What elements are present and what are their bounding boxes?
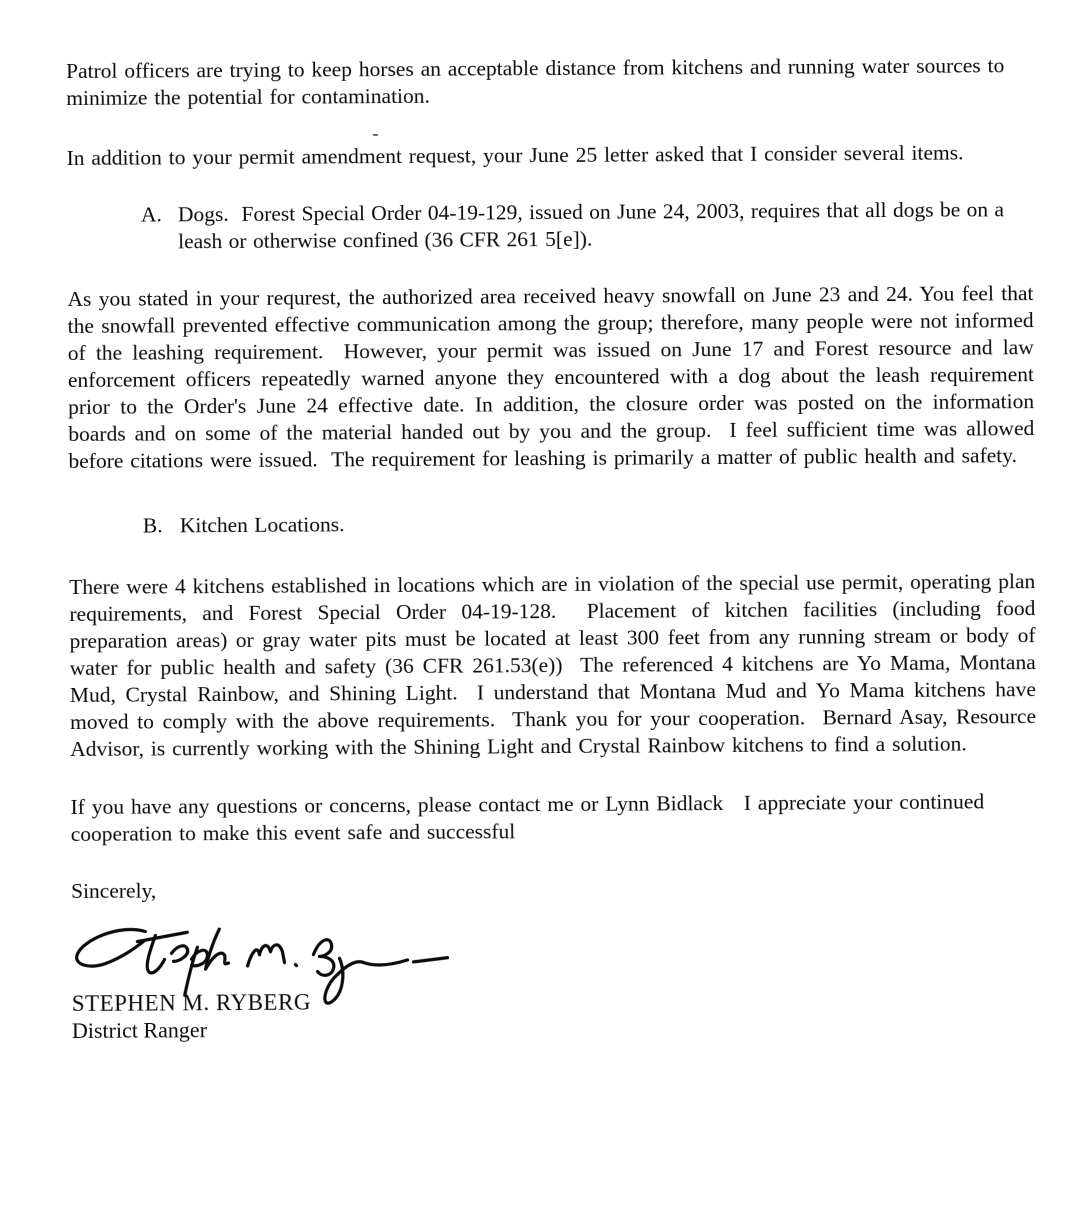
closing-sincerely: Sincerely, bbox=[71, 878, 157, 903]
list-item-b-text: Kitchen Locations. bbox=[179, 512, 345, 538]
paragraph-patrol-officers: Patrol officers are trying to keep horses an acceptable distance from kitchens and running water sources to minimize the potential for contamination. bbox=[66, 53, 1005, 110]
paragraph-kitchen-violations: There were 4 kitchens established in locations which are in violation of the special use permit, operating plan requirements, and Forest Special Order 04-19-128. Placement of kitchen facilities (including food preparation areas) or gray water pits must be located at least 300 feet from any running stream or body of water for public health and safety (36 CFR 261.53(e)) The referenced 4 kitchens are Yo Mama, Montana Mud, Crystal Rainbow, and Shining Light. I understand that Montana Mud and Yo Mama kitchens have moved to comply with the above requirements. Thank you for your cooperation. Bernard Asay, Resource Advisor, is currently working with the Shining Light and Crystal Rainbow kitchens to find a solution. bbox=[69, 569, 1037, 761]
paragraph-snowfall-leash: As you stated in your requrest, the authorized area received heavy snowfall on June 23 and 24. You feel that the snowfall prevented effective communication among the group; therefore, many people were not informed of the leashing requirement. However, your permit was issued on June 17 and Forest resource and law enforcement officers repeatedly warned anyone they encountered with a dog about the leash requirement prior to the Order's June 24 effective date. In addition, the closure order was posted on the information boards and on some of the material handed out by you and the group. I feel sufficient time was allowed before citations were issued. The requirement for leashing is primarily a matter of public health and safety. bbox=[67, 281, 1035, 473]
signature-block bbox=[72, 984, 1038, 1044]
signer-name: STEPHEN M. RYBERG bbox=[71, 989, 312, 1016]
paragraph-permit-amendment: In addition to your permit amendment request, your June 25 letter asked that I consider several items. bbox=[66, 140, 964, 170]
signer-title: District Ranger bbox=[71, 1017, 208, 1043]
list-item-b-kitchen-locations bbox=[69, 507, 1035, 540]
list-item-a-dogs bbox=[67, 196, 1033, 256]
paragraph-questions-contact: If you have any questions or concerns, please contact me or Lynn Bidlack I appreciate your continued cooperation to make this event safe and successful bbox=[70, 789, 985, 846]
list-marker-a: A. bbox=[140, 202, 162, 227]
scan-artifact-dash: - bbox=[372, 123, 379, 144]
list-marker-b: B. bbox=[142, 513, 163, 538]
list-item-a-text: Dogs. Forest Special Order 04-19-129, issued on June 24, 2003, requires that all dogs be on a leash or otherwise confined (36 CFR 261 5[e]). bbox=[177, 197, 1005, 254]
letter-content bbox=[66, 52, 1038, 1044]
